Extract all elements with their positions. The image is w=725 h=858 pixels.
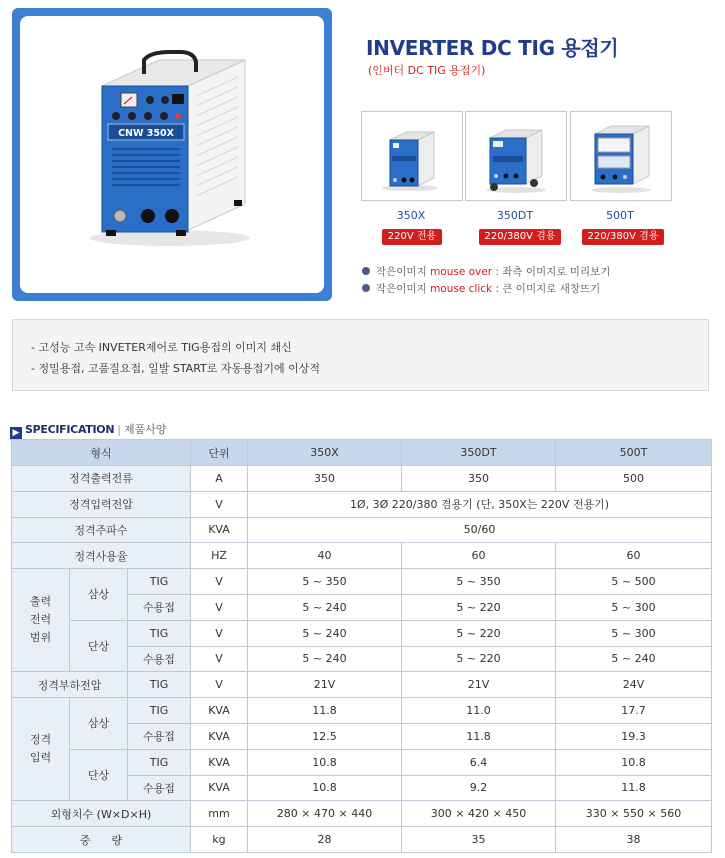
table-cell: 19.3 — [556, 723, 712, 749]
voltage-badge-500t: 220/380V 겸용 — [582, 229, 664, 245]
feature-line-1: - 고성능 고속 INVETER제어로 TIG용접의 이미지 쇄신 — [31, 341, 292, 354]
hint-mouse-click: 작은이미지 mouse click : 큰 이미지로 새창뜨기 — [362, 281, 600, 296]
table-cell: 330 × 550 × 560 — [556, 801, 712, 827]
table-row — [12, 569, 712, 595]
feature-line-2: - 정밀용접, 고품질요접, 일발 START로 자동용접기에 이상적 — [31, 362, 321, 375]
table-cell: 40 — [248, 543, 402, 569]
table-row — [12, 749, 712, 775]
table-cell: 5 ~ 350 — [248, 569, 402, 595]
table-cell: 5 ~ 240 — [248, 646, 402, 672]
thumbnail-350dt[interactable] — [465, 111, 567, 201]
thumbnail-350x-image — [362, 112, 462, 200]
hint-mouse-over: 작은이미지 mouse over : 좌측 이미지로 미리보기 — [362, 264, 610, 279]
phase-label: 단상 — [70, 620, 128, 672]
table-row — [12, 517, 712, 543]
table-row — [12, 801, 712, 827]
mode-label: TIG — [128, 749, 191, 775]
mode-label: 수용접 — [128, 594, 191, 620]
row-unit: V — [191, 672, 248, 698]
row-label: 정격주파수 — [12, 517, 191, 543]
table-cell: 10.8 — [556, 749, 712, 775]
row-unit: V — [191, 491, 248, 517]
table-cell: 9.2 — [402, 775, 556, 801]
row-unit: KVA — [191, 723, 248, 749]
table-cell: 28 — [248, 827, 402, 853]
table-cell: 17.7 — [556, 698, 712, 724]
table-cell: 5 ~ 220 — [402, 620, 556, 646]
table-cell: 280 × 470 × 440 — [248, 801, 402, 827]
phase-label: 단상 — [70, 749, 128, 801]
rated-input-label: 정격 입력 — [12, 698, 70, 801]
thumbnail-name-350x[interactable]: 350X — [396, 209, 426, 222]
row-unit: V — [191, 620, 248, 646]
thumbnail-name-500t[interactable]: 500T — [606, 209, 634, 222]
table-row — [12, 620, 712, 646]
welder-illustration — [20, 16, 324, 293]
voltage-badge-350x: 220V 전용 — [382, 229, 442, 245]
table-cell: 10.8 — [248, 749, 402, 775]
table-cell: 10.8 — [248, 775, 402, 801]
table-cell: 35 — [402, 827, 556, 853]
bullet-icon — [362, 284, 370, 292]
row-label: 외형치수 (W×D×H) — [12, 801, 191, 827]
mode-label: TIG — [128, 698, 191, 724]
table-cell: 11.8 — [402, 723, 556, 749]
table-cell: 11.8 — [248, 698, 402, 724]
row-label: 중 량 — [12, 827, 191, 853]
mode-label: TIG — [128, 620, 191, 646]
table-cell: 5 ~ 300 — [556, 594, 712, 620]
thumbnail-350x[interactable] — [361, 111, 463, 201]
row-unit: V — [191, 646, 248, 672]
table-cell: 5 ~ 350 — [402, 569, 556, 595]
row-unit: V — [191, 594, 248, 620]
table-row — [12, 466, 712, 492]
phase-label: 삼상 — [70, 698, 128, 750]
table-cell: 21V — [402, 672, 556, 698]
table-row — [12, 698, 712, 724]
main-product-frame — [12, 8, 332, 301]
table-cell: 11.8 — [556, 775, 712, 801]
thumbnail-350dt-image — [466, 112, 566, 200]
table-cell: 5 ~ 300 — [556, 620, 712, 646]
phase-label: 삼상 — [70, 569, 128, 621]
row-unit: kg — [191, 827, 248, 853]
thumbnail-name-350dt[interactable]: 350DT — [496, 209, 534, 222]
table-cell: 5 ~ 240 — [556, 646, 712, 672]
row-unit: KVA — [191, 698, 248, 724]
header-model: 350DT — [402, 440, 556, 466]
table-cell: 5 ~ 220 — [402, 646, 556, 672]
header-model: 500T — [556, 440, 712, 466]
table-cell: 6.4 — [402, 749, 556, 775]
main-product-image — [20, 16, 324, 293]
table-cell: 300 × 420 × 450 — [402, 801, 556, 827]
table-cell: 38 — [556, 827, 712, 853]
row-unit: V — [191, 569, 248, 595]
spec-bullet-icon: ▶ — [10, 427, 22, 439]
main-panel-label: CNW 350X — [118, 128, 174, 139]
specification-table — [11, 439, 712, 853]
row-unit: A — [191, 466, 248, 492]
mode-label: TIG — [128, 672, 191, 698]
specification-heading: ▶ SPECIFICATION | 제품사양 — [10, 421, 167, 439]
table-row — [12, 543, 712, 569]
mode-label: 수용접 — [128, 775, 191, 801]
row-label: 정격부하전압 — [12, 672, 128, 698]
row-unit: KVA — [191, 517, 248, 543]
thumbnail-500t-image — [571, 112, 671, 200]
product-title: INVERTER DC TIG 용접기 — [366, 36, 619, 60]
table-cell: 24V — [556, 672, 712, 698]
product-subtitle: (인버터 DC TIG 용접기) — [368, 64, 486, 77]
row-label: 정격사용율 — [12, 543, 191, 569]
thumbnail-500t[interactable] — [570, 111, 672, 201]
table-cell: 21V — [248, 672, 402, 698]
table-cell: 5 ~ 220 — [402, 594, 556, 620]
table-cell: 60 — [556, 543, 712, 569]
table-cell: 500 — [556, 466, 712, 492]
table-cell: 5 ~ 240 — [248, 620, 402, 646]
mode-label: 수용접 — [128, 723, 191, 749]
row-label: 정격출력전류 — [12, 466, 191, 492]
table-cell: 12.5 — [248, 723, 402, 749]
bullet-icon — [362, 267, 370, 275]
mode-label: TIG — [128, 569, 191, 595]
voltage-badge-350dt: 220/380V 겸용 — [479, 229, 561, 245]
table-cell: 5 ~ 500 — [556, 569, 712, 595]
table-cell: 350 — [402, 466, 556, 492]
header-model: 350X — [248, 440, 402, 466]
row-unit: mm — [191, 801, 248, 827]
row-unit: KVA — [191, 775, 248, 801]
header-form: 형식 — [12, 440, 191, 466]
table-cell: 350 — [248, 466, 402, 492]
feature-description — [12, 319, 709, 391]
table-cell: 1Ø, 3Ø 220/380 겸용기 (단, 350X는 220V 전용기) — [248, 491, 712, 517]
table-row — [12, 491, 712, 517]
row-unit: HZ — [191, 543, 248, 569]
mode-label: 수용접 — [128, 646, 191, 672]
row-label: 정격입력전압 — [12, 491, 191, 517]
row-unit: KVA — [191, 749, 248, 775]
output-range-label: 출력 전력 범위 — [12, 569, 70, 672]
table-cell: 11.0 — [402, 698, 556, 724]
header-unit: 단위 — [191, 440, 248, 466]
table-row — [12, 672, 712, 698]
table-header-row — [12, 440, 712, 466]
table-cell: 60 — [402, 543, 556, 569]
table-row — [12, 827, 712, 853]
table-cell: 5 ~ 240 — [248, 594, 402, 620]
table-cell: 50/60 — [248, 517, 712, 543]
